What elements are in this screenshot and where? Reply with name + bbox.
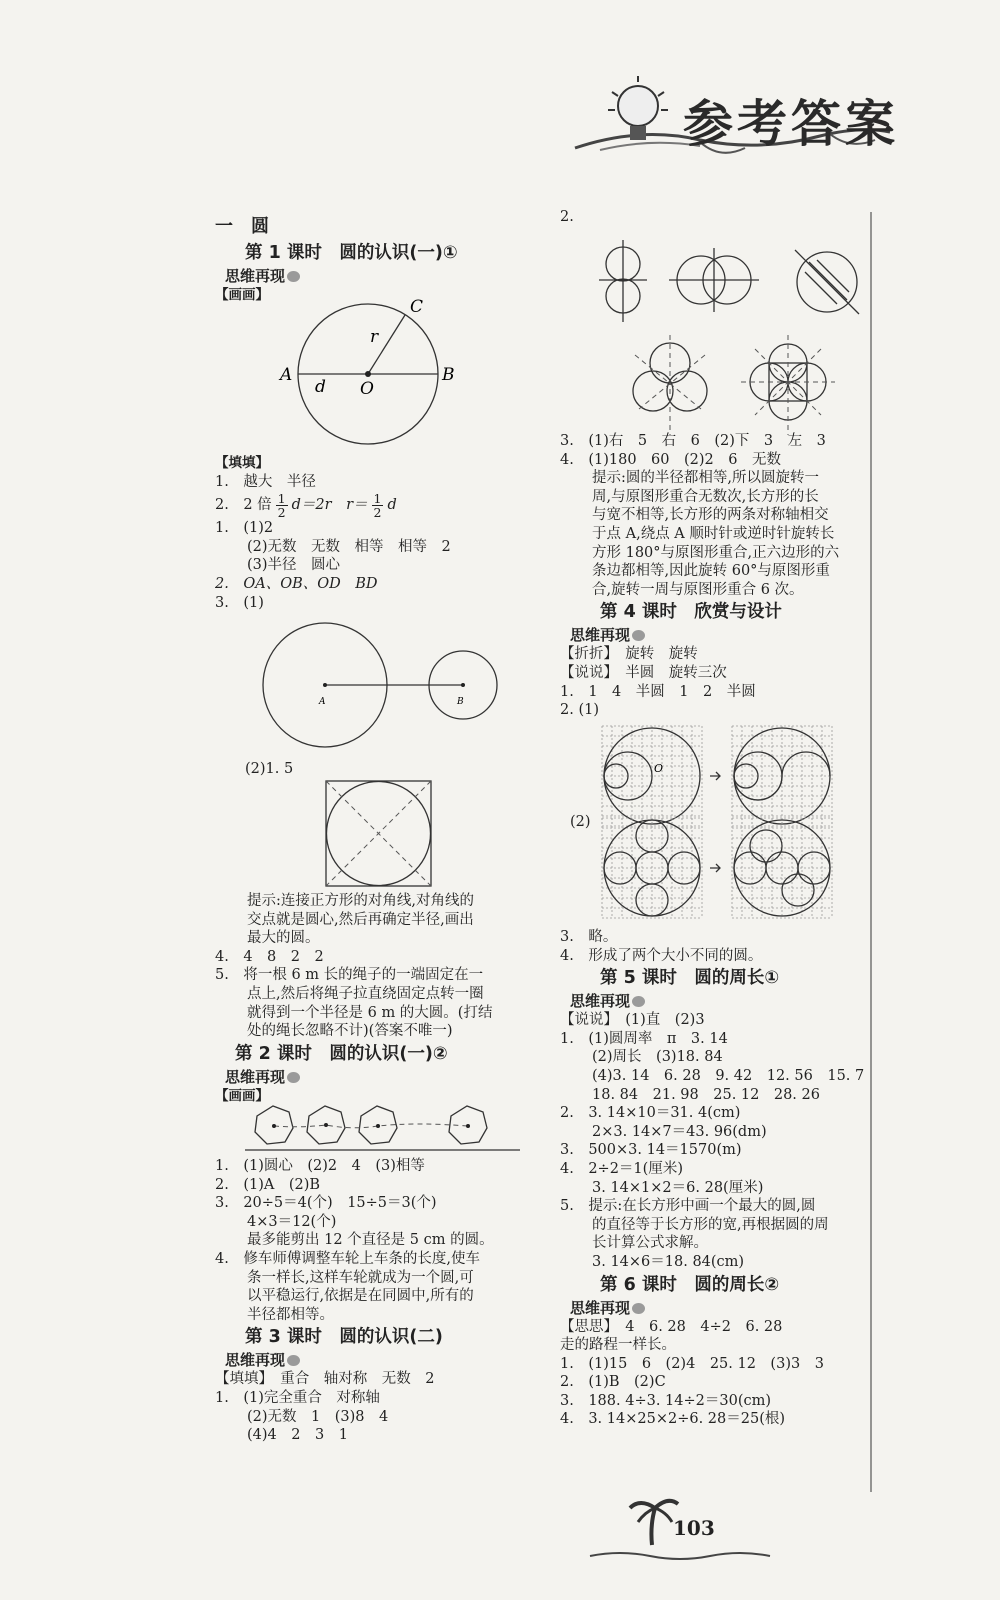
l6-ss2: 走的路程一样长。 bbox=[560, 1337, 676, 1354]
l4-answer-2-2-text: (2) bbox=[570, 814, 591, 830]
heptagon-rolling-figure bbox=[245, 1100, 525, 1160]
l5-answer-4b: 3. 14×1×2＝6. 28(厘米) bbox=[592, 1179, 764, 1196]
answer-4: 4. 4 8 2 2 bbox=[215, 948, 324, 965]
think-heading-4 bbox=[560, 625, 870, 645]
l5-answer-5c: 长计算公式求解。 bbox=[592, 1235, 708, 1252]
think-icon-4 bbox=[632, 630, 645, 641]
header-banner bbox=[0, 0, 1000, 190]
answer-1a: 1. (1)2 bbox=[215, 520, 274, 537]
fill2-mid: d＝2r r＝ bbox=[291, 497, 368, 514]
think-label-2: 思维再现 bbox=[225, 1067, 286, 1086]
lesson-4-title: 第 4 课时 欣赏与设计 bbox=[600, 602, 782, 623]
l5-answer-4a: 4. 2÷2＝1(厘米) bbox=[560, 1160, 683, 1177]
right-answer-4: 4. (1)180 60 (2)2 6 无数 bbox=[560, 451, 781, 468]
fraction-half-2 bbox=[372, 492, 384, 519]
answer-fill-1: 1. 越大 半径 bbox=[215, 473, 316, 490]
think-heading-6 bbox=[560, 1298, 870, 1318]
label-d: d bbox=[315, 377, 326, 397]
think-label-4: 思维再现 bbox=[570, 626, 631, 645]
lesson-3-title: 第 3 课时 圆的认识(二) bbox=[245, 1327, 443, 1348]
think-icon-3 bbox=[287, 1355, 300, 1366]
think-heading-3 bbox=[215, 1350, 525, 1370]
answer-5a: 5. 将一根 6 m 长的绳子的一端固定在一 bbox=[215, 967, 484, 984]
think-label-5: 思维再现 bbox=[570, 992, 631, 1011]
tag-fill: 【填填】 bbox=[215, 455, 269, 471]
lesson-5-title: 第 5 课时 圆的周长① bbox=[600, 968, 780, 989]
answer-fill-2 bbox=[215, 491, 525, 519]
l2-answer-4b: 条一样长,这样车轮就成为一个圆,可 bbox=[247, 1269, 474, 1286]
right-section-a bbox=[560, 432, 870, 720]
frac-den: 2 bbox=[277, 504, 286, 520]
answer-1b: (2)无数 无数 相等 相等 2 bbox=[247, 538, 451, 555]
page-title: 参考答案 bbox=[683, 95, 899, 153]
right-hint-3: 与宽不相等,长方形的两条对称轴相交 bbox=[592, 507, 829, 524]
left-fill-section bbox=[215, 454, 525, 612]
column-divider bbox=[870, 212, 874, 1492]
l4-answer-2-1: 2. (1) bbox=[560, 702, 599, 719]
l5-answer-1c: (4)3. 14 6. 28 9. 42 12. 56 15. 7 bbox=[592, 1067, 865, 1084]
answer-3: 3. (1) bbox=[215, 594, 264, 611]
l2-answer-3c: 最多能剪出 12 个直径是 5 cm 的圆。 bbox=[247, 1232, 494, 1249]
frac-num-2: 1 bbox=[373, 490, 382, 506]
fill2-post: d bbox=[387, 497, 397, 514]
square-circle-figure bbox=[325, 780, 435, 890]
label-a: A bbox=[280, 365, 293, 385]
l4-answer-3: 3. 略。 bbox=[560, 929, 618, 945]
fraction-half bbox=[276, 492, 288, 519]
answer-3-2 bbox=[245, 760, 525, 779]
right-section-b bbox=[560, 928, 870, 1429]
footer-wave bbox=[0, 1548, 1000, 1568]
think-heading bbox=[215, 266, 525, 286]
l2-answer-3b: 4×3＝12(个) bbox=[247, 1213, 337, 1230]
right-hint-5: 方形 180°与原图形重合,正六边形的六 bbox=[592, 544, 840, 561]
label-small-b: B bbox=[457, 697, 464, 707]
l4-fold: 【折折】 旋转 旋转 bbox=[560, 646, 698, 663]
right-hint-2: 周,与原图形重合无数次,长方形的长 bbox=[592, 488, 819, 505]
think-label-6: 思维再现 bbox=[570, 1298, 631, 1317]
l5-answer-5d: 3. 14×6＝18. 84(cm) bbox=[592, 1253, 745, 1270]
l2-answer-3a: 3. 20÷5＝4(个) 15÷5＝3(个) bbox=[215, 1195, 437, 1212]
think-label-3: 思维再现 bbox=[225, 1351, 286, 1370]
tag-draw-2: 【画画】 bbox=[215, 1087, 269, 1104]
l4-answer-4: 4. 形成了两个大小不同的圆。 bbox=[560, 947, 763, 964]
left-section-b bbox=[215, 892, 525, 1105]
l6-answer-3: 3. 188. 4÷3. 14÷2＝30(cm) bbox=[560, 1392, 772, 1409]
symmetry-figures-row-1 bbox=[595, 232, 895, 332]
left-section-c bbox=[215, 1157, 525, 1445]
design-grid-1 bbox=[602, 726, 842, 826]
l5-answer-3: 3. 500×3. 14＝1570(m) bbox=[560, 1142, 742, 1159]
l4-answer-1: 1. 1 4 半圆 1 2 半圆 bbox=[560, 683, 756, 700]
l6-answer-1: 1. (1)15 6 (2)4 25. 12 (3)3 3 bbox=[560, 1355, 824, 1372]
answer-5b: 点上,然后将绳子拉直绕固定点转一圈 bbox=[247, 985, 484, 1002]
l3-answer-1a: 1. (1)完全重合 对称轴 bbox=[215, 1389, 380, 1406]
think-icon-6 bbox=[632, 1303, 645, 1314]
l6-answer-2: 2. (1)B (2)C bbox=[560, 1374, 666, 1391]
answer-1c: (3)半径 圆心 bbox=[247, 557, 341, 574]
l6-ss: 【思思】 4 6. 28 4÷2 6. 28 bbox=[560, 1318, 783, 1335]
label-r: r bbox=[370, 327, 379, 347]
hint-3: 最大的圆。 bbox=[247, 930, 320, 947]
label-c: C bbox=[410, 297, 424, 317]
answer-5d: 处的绳长忽略不计)(答案不唯一) bbox=[247, 1023, 453, 1040]
right-hint-7: 合,旋转一周与原图形重合 6 次。 bbox=[592, 581, 804, 598]
tag-draw: 【画画】 bbox=[215, 287, 269, 303]
label-small-a: A bbox=[319, 697, 326, 707]
two-circles-figure bbox=[255, 620, 515, 750]
think-icon-2 bbox=[287, 1072, 300, 1083]
think-label: 思维再现 bbox=[225, 267, 286, 285]
right-q2 bbox=[560, 208, 870, 227]
circle-figure bbox=[270, 290, 530, 460]
design-grid-2 bbox=[602, 818, 842, 918]
l5-answer-5a: 5. 提示:在长方形中画一个最大的圆,圆 bbox=[560, 1198, 816, 1215]
right-hint-4: 于点 A,绕点 A 顺时针或逆时针旋转长 bbox=[592, 525, 835, 542]
l5-answer-1a: 1. (1)圆周率 π 3. 14 bbox=[560, 1030, 728, 1047]
l5-say: 【说说】 (1)直 (2)3 bbox=[560, 1012, 705, 1029]
l3-fill: 【填填】 重合 轴对称 无数 2 bbox=[215, 1371, 435, 1388]
lesson-1-title: 第 1 课时 圆的认识(一)① bbox=[245, 243, 458, 263]
right-hint-6: 条边都相等,因此旋转 60°与原图形重 bbox=[592, 563, 830, 580]
l2-answer-4c: 以平稳运行,依据是在同圆中,所有的 bbox=[247, 1288, 474, 1305]
right-hint-1: 提示:圆的半径都相等,所以圆旋转一 bbox=[592, 470, 819, 487]
l2-answer-1: 1. (1)圆心 (2)2 4 (3)相等 bbox=[215, 1158, 425, 1174]
label-o: O bbox=[360, 379, 374, 399]
lightbulb-icon bbox=[608, 74, 688, 164]
page-number: 103 bbox=[673, 1516, 715, 1540]
l2-answer-4d: 半径都相等。 bbox=[247, 1306, 334, 1323]
answer-3-2-text: (2)1. 5 bbox=[245, 761, 294, 777]
l5-answer-1d: 18. 84 21. 98 25. 12 28. 26 bbox=[592, 1086, 820, 1103]
l2-answer-4a: 4. 修车师傅调整车轮上车条的长度,使车 bbox=[215, 1250, 480, 1267]
l5-answer-5b: 的直径等于长方形的宽,再根据圆的周 bbox=[592, 1216, 829, 1233]
lesson-6-title: 第 6 课时 圆的周长② bbox=[600, 1274, 780, 1295]
l3-answer-1c: (4)4 2 3 1 bbox=[247, 1427, 348, 1444]
frac-num: 1 bbox=[277, 490, 286, 506]
think-icon bbox=[287, 271, 300, 282]
answer-2: 2. OA、OB、OD BD bbox=[215, 575, 378, 592]
think-heading-2 bbox=[215, 1067, 525, 1087]
think-icon-5 bbox=[632, 996, 645, 1007]
l6-answer-4: 4. 3. 14×25×2÷6. 28＝25(根) bbox=[560, 1411, 786, 1428]
answer-5c: 就得到一个半径是 6 m 的大圆。(打结 bbox=[247, 1004, 493, 1021]
l5-answer-1b: (2)周长 (3)18. 84 bbox=[592, 1049, 723, 1066]
hint-2: 交点就是圆心,然后再确定半径,画出 bbox=[247, 911, 474, 928]
l2-answer-2: 2. (1)A (2)B bbox=[215, 1176, 321, 1193]
frac-den-2: 2 bbox=[373, 504, 382, 520]
right-answer-3: 3. (1)右 5 右 6 (2)下 3 左 3 bbox=[560, 433, 826, 449]
grid-label-o: O bbox=[654, 762, 664, 775]
right-q2-label: 2. bbox=[560, 209, 574, 225]
l3-answer-1b: (2)无数 1 (3)8 4 bbox=[247, 1408, 389, 1425]
symmetry-figures-row-2 bbox=[625, 335, 865, 435]
l4-say: 【说说】 半圆 旋转三次 bbox=[560, 664, 727, 681]
lesson-2-title: 第 2 课时 圆的认识(一)② bbox=[235, 1043, 448, 1064]
chapter-title: 一 圆 bbox=[215, 216, 269, 237]
l5-answer-2a: 2. 3. 14×10＝31. 4(cm) bbox=[560, 1105, 741, 1122]
think-heading-5 bbox=[560, 991, 870, 1011]
hint-1: 提示:连接正方形的对角线,对角线的 bbox=[247, 893, 474, 909]
label-b: B bbox=[442, 365, 455, 385]
fill2-pre: 2. 2 倍 bbox=[215, 497, 272, 514]
l5-answer-2b: 2×3. 14×7＝43. 96(dm) bbox=[592, 1123, 767, 1140]
